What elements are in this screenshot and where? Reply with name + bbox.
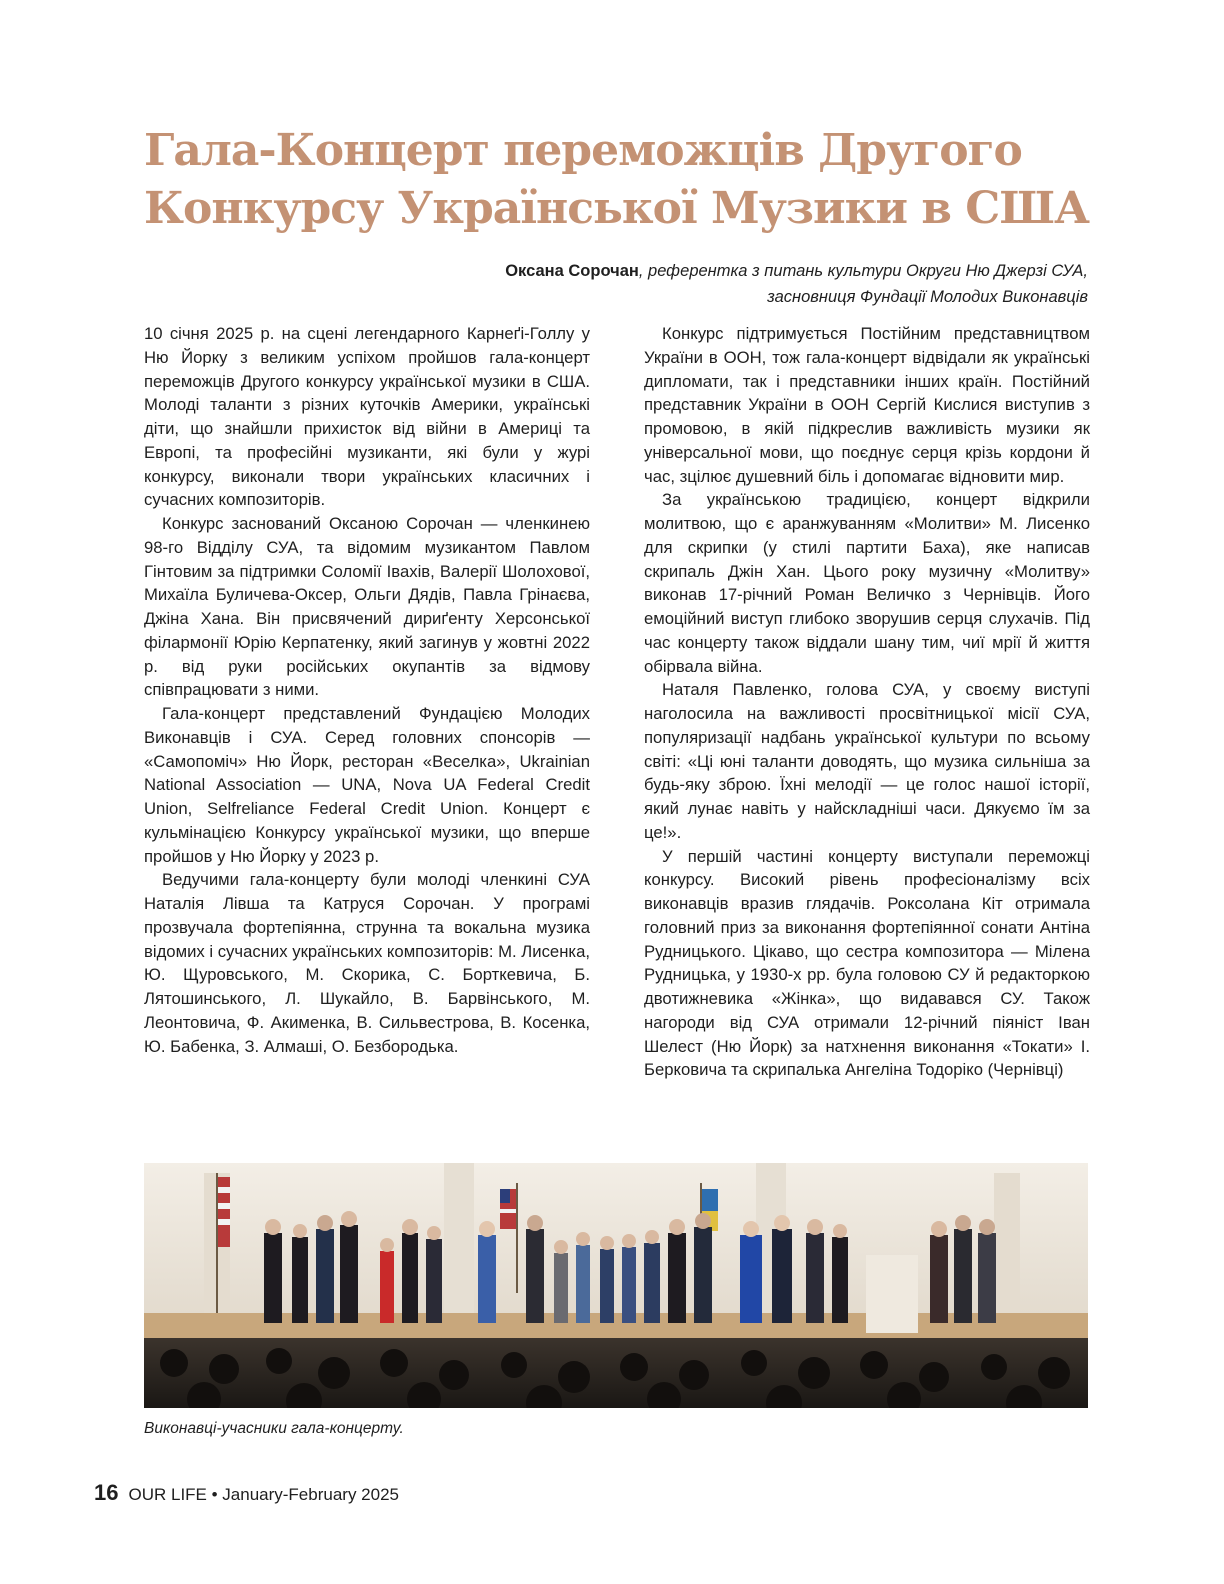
concert-photo-illustration [144, 1163, 1088, 1408]
page-footer [94, 1480, 399, 1506]
article-body [144, 322, 1090, 1140]
photo-caption: Виконавці-учасники гала-концерту. [144, 1420, 404, 1437]
wall-pillar [994, 1173, 1020, 1323]
paragraph: У першій частині концерту виступали переможці конкурсу. Високий рівень професіоналізму всіх виконавців вразив глядачів. Роксолана Кіт отримала головний приз за виконання фортепіянної сонати Антіна Рудницького. Цікаво, що сестра композитора — Мілена Рудницька, у 1930-х рр. була головою СУ й редакторкою двотижневика «Жінка», що видавався СУ. Також нагороди від СУА отримали 12-річний піяніст Іван Шелест (Ню Йорк) за натхнення виконання «Токати» І. Берковича та скрипалька Ангеліна Тодоріко (Чернівці) [644, 846, 1090, 1080]
paragraph: Гала-концерт представлений Фундацією Молодих Виконавців і СУА. Серед головних спонсорів — «Самопоміч» Ню Йорк, ресторан «Веселка», Ukrainian National Association — UNA, Nova UA Federal Credit Union, Selfreliance Federal Credit Union. Концерт є кульмінацією Конкурсу української музики, що вперше пройшов у Ню Йорку у 2023 р. [144, 704, 590, 866]
page-number: 16 [94, 1480, 119, 1505]
author-name: Оксана Сорочан [505, 262, 639, 280]
left-column [144, 322, 590, 1140]
author-role-line1: , референтка з питань культури Округи Ню Джерзі СУА, [638, 262, 1088, 280]
byline [288, 258, 1088, 310]
right-column [644, 322, 1090, 1140]
paragraph: Конкурс підтримується Постійним представництвом України в ООН, тож гала-концерт відвідали як українські дипломати, так і представники інших країн. Постійний представник України в ООН Сергій Кислися виступив з промовою, в якій підкреслив важливість музики як універсальної мови, що поєднує серця крізь кордони й час, зцілює душевний біль і допомагає відновити мир. [644, 324, 1090, 486]
author-role-line2: засновниця Фундації Молодих Виконавців [767, 288, 1088, 306]
article-title: Гала-Концерт переможців Другого Конкурсу Української Музики в США [144, 125, 1089, 234]
wall-pillar [444, 1163, 474, 1323]
paragraph: Ведучими гала-концерту були молоді членкині СУА Наталія Лівша та Катруся Сорочан. У програмі прозвучала фортепіянна, струнна та вокальна музика відомих і сучасних українських композиторів: М. Лисенка, Ю. Щуровського, М. Скорика, С. Борткевича, Б. Лятошинського, Л. Шукайло, В. Барвінського, М. Леонтовича, Ф. Акименка, В. Сильвестрова, В. Косенка, Ю. Бабенка, З. Алмаші, О. Безбородька. [144, 870, 591, 1056]
paragraph: За українською традицією, концерт відкрили молитвою, що є аранжуванням «Молитви» М. Лисенко для скрипки (у стилі партити Баха), яке написав скрипаль Джін Хан. Цього року музичну «Молитву» виконав 17-річний Роман Величко з Чернівців. Його емоційний виступ глибоко зворушив серця слухачів. Під час концерту також віддали шану тим, чиї мрії й життя обірвала війна. [644, 490, 1090, 676]
podium [866, 1255, 918, 1333]
paragraph: 10 січня 2025 р. на сцені легендарного Карнеґі-Голлу у Ню Йорку з великим успіхом пройшов гала-концерт переможців Другого конкурсу української музики в США. Молоді таланти з різних куточків Америки, українські діти, що знайшли прихисток від війни в Америці та Европі, та професійні музиканти, які були у журі конкурсу, виконали твори українських класичних і сучасних композиторів. [144, 324, 590, 510]
concert-photo [144, 1163, 1088, 1408]
paragraph: Конкурс заснований Оксаною Сорочан — членкинею 98-го Відділу СУА, та відомим музикантом Павлом Гінтовим за підтримки Соломії Івахів, Валерії Шолохової, Михаїла Буличева-Оксер, Ольги Дядів, Павла Грінаєва, Джіна Хана. Він присвячений дириґенту Херсонської філармонії Юрію Керпатенку, який загинув у жовтні 2022 р. від руки російських окупантів за відмову співпрацювати з ними. [144, 514, 590, 700]
paragraph: Наталя Павленко, голова СУА, у своєму виступі наголосила на важливості просвітницької місії СУА, популяризації надбань української культури по всьому світі: «Ці юні таланти доводять, що музика сильніша за будь-яку зброю. Їхні мелодії — це голос нашої історії, який лунає навіть у найскладніші часи. Дякуємо їм за це!». [644, 680, 1090, 842]
publication-info: OUR LIFE • January-February 2025 [128, 1485, 399, 1504]
